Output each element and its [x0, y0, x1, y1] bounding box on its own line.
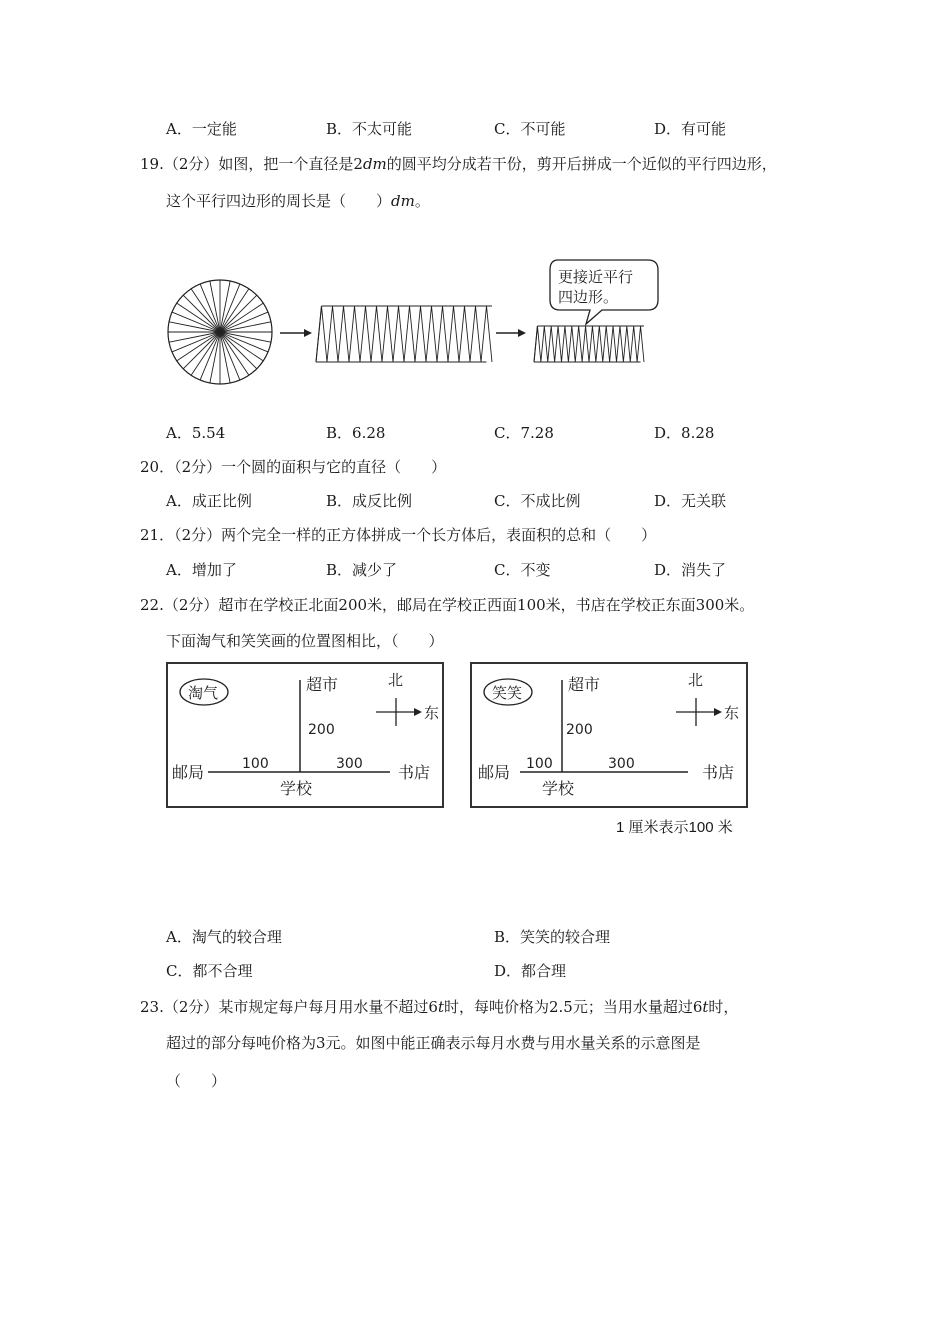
option-d: D．有可能 — [654, 120, 727, 138]
east-distance: 300 — [608, 756, 635, 772]
option-a: A．增加了 — [166, 561, 237, 579]
west-distance: 100 — [526, 756, 553, 772]
question-19-stem-line1: 19.（2分）如图，把一个直径是2dm的圆平均分成若干份，剪开后拼成一个近似的平行四边形， — [140, 155, 777, 173]
option-c: C．不变 — [494, 561, 551, 579]
map-xiaoxiao — [470, 662, 748, 808]
east-label: 东 — [424, 704, 440, 722]
option-a: A．成正比例 — [166, 492, 252, 510]
north-label: 北 — [688, 671, 704, 689]
option-c: C．都不合理 — [166, 962, 253, 980]
north-label: 北 — [388, 671, 404, 689]
bubble-text-line2: 四边形。 — [558, 288, 619, 306]
large-parallelogram — [316, 306, 492, 362]
bookstore-label: 书店 — [398, 763, 431, 782]
option-d: D．无关联 — [654, 492, 727, 510]
map-tag: 淘气 — [188, 684, 219, 702]
question-20-stem: 20．（2分）一个圆的面积与它的直径（ ） — [140, 458, 447, 476]
option-d: D．8.28 — [654, 424, 715, 442]
option-b: B．减少了 — [326, 561, 398, 579]
option-c: C．不可能 — [494, 120, 566, 138]
compass-icon — [376, 671, 439, 726]
post-office-label: 邮局 — [172, 763, 205, 782]
option-b: B．笑笑的较合理 — [494, 928, 611, 946]
map-taoqi — [166, 662, 444, 808]
option-d: D．都合理 — [494, 962, 567, 980]
option-d: D．消失了 — [654, 561, 727, 579]
arrow-icon — [280, 329, 312, 337]
map-tag: 笑笑 — [492, 684, 523, 702]
option-b: B．成反比例 — [326, 492, 413, 510]
divided-circle — [168, 280, 272, 384]
option-c: C．7.28 — [494, 424, 554, 442]
small-parallelogram — [534, 326, 644, 362]
question-19-stem-line2: 这个平行四边形的周长是（ ）dm。 — [166, 192, 430, 210]
question-22-stem-line2: 下面淘气和笑笑画的位置图相比，（ ） — [166, 632, 444, 650]
north-distance: 200 — [308, 722, 335, 738]
map-scale: 1 厘米表示100 米 — [616, 819, 733, 836]
option-c: C．不成比例 — [494, 492, 581, 510]
post-office-label: 邮局 — [478, 763, 511, 782]
speech-bubble — [550, 260, 658, 324]
supermarket-label: 超市 — [568, 675, 601, 694]
school-label: 学校 — [542, 779, 575, 798]
option-a: A．5.54 — [166, 424, 226, 442]
east-label: 东 — [724, 704, 740, 722]
question-21-stem: 21．（2分）两个完全一样的正方体拼成一个长方体后，表面积的总和（ ） — [140, 526, 657, 544]
question-23-stem-line3: （ ） — [166, 1072, 227, 1090]
west-distance: 100 — [242, 756, 269, 772]
north-distance: 200 — [566, 722, 593, 738]
school-label: 学校 — [280, 779, 313, 798]
option-a: A．淘气的较合理 — [166, 928, 282, 946]
option-a: A．一定能 — [166, 120, 237, 138]
circle-to-parallelogram-figure — [160, 250, 660, 400]
compass-icon — [676, 671, 739, 726]
arrow-icon — [496, 329, 526, 337]
question-23-stem-line1: 23.（2分）某市规定每户每月用水量不超过6t时，每吨价格为2.5元；当用水量超过6t时， — [140, 998, 739, 1016]
supermarket-label: 超市 — [306, 675, 339, 694]
question-22-stem-line1: 22.（2分）超市在学校正北面200米，邮局在学校正西面100米，书店在学校正东面300米。 — [140, 596, 755, 614]
east-distance: 300 — [336, 756, 363, 772]
option-b: B．6.28 — [326, 424, 386, 442]
question-23-stem-line2: 超过的部分每吨价格为3元。如图中能正确表示每月水费与用水量关系的示意图是 — [166, 1034, 701, 1052]
option-b: B．不太可能 — [326, 120, 413, 138]
bubble-text-line1: 更接近平行 — [558, 268, 634, 286]
bookstore-label: 书店 — [702, 763, 735, 782]
